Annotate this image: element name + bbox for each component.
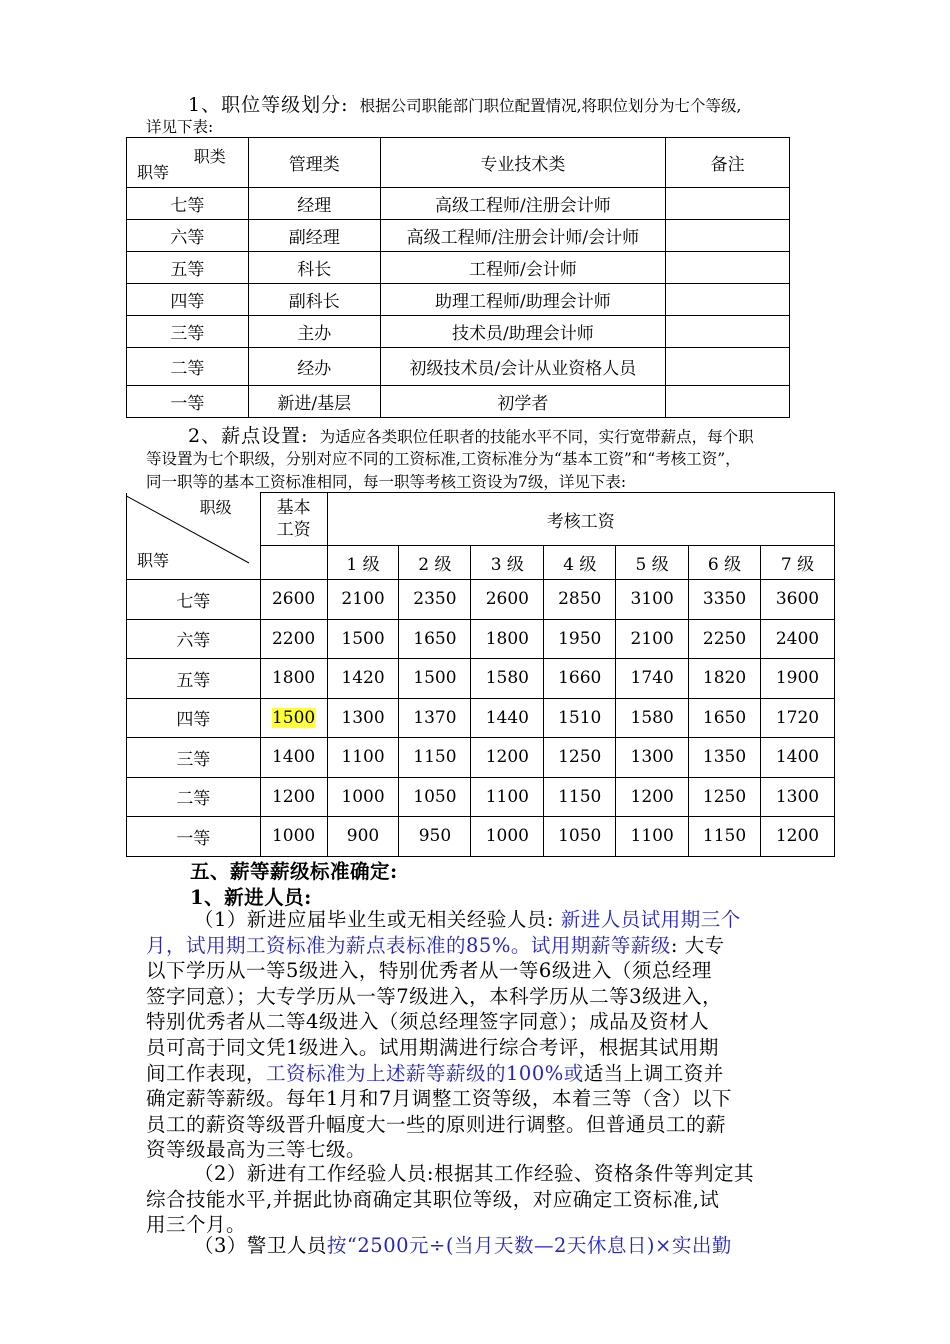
assessment-salary-cell: 1300 — [761, 777, 835, 817]
section1-heading: 1、职位等级划分: — [188, 94, 349, 116]
assessment-salary-cell: 3100 — [616, 580, 689, 620]
assessment-salary-cell: 1720 — [761, 698, 835, 738]
paragraph-line — [194, 1158, 754, 1186]
grade-cell: 三等 — [127, 738, 261, 778]
section2-text-line2: 等设置为七个职级，分别对应不同的工资标准,工资标准分为“基本工资”和“考核工资”， — [146, 450, 741, 468]
assessment-salary-cell: 1660 — [544, 659, 616, 699]
note-cell — [666, 252, 790, 284]
tech-cell: 工程师/会计师 — [380, 252, 666, 284]
table-row — [127, 580, 835, 620]
table-row — [127, 777, 835, 817]
corner-top-label: 职类 — [193, 147, 226, 166]
base-salary-value: 2600 — [271, 589, 316, 610]
section1-text-line1: 根据公司职能部门职位配置情况,将职位划分为七个等级, — [359, 97, 742, 115]
assessment-salary-cell: 1200 — [616, 777, 689, 817]
table-row — [127, 817, 835, 857]
base-salary-value: 1400 — [271, 747, 316, 768]
assessment-salary-cell: 1050 — [544, 817, 616, 857]
assessment-salary-cell: 1300 — [616, 738, 689, 778]
table-row — [127, 738, 835, 778]
mgmt-cell: 主办 — [248, 316, 380, 348]
level-header: 4 级 — [544, 546, 616, 580]
section2-heading: 2、薪点设置: — [188, 425, 309, 447]
mgmt-cell: 副科长 — [248, 284, 380, 316]
assessment-salary-cell: 1150 — [544, 777, 616, 817]
column-header: 专业技术类 — [380, 138, 666, 188]
level-header: 3 级 — [471, 546, 544, 580]
section2-text-line3: 同一职等的基本工资标准相同，每一职等考核工资设为7级，详见下表: — [146, 473, 627, 491]
assessment-salary-cell: 1100 — [616, 817, 689, 857]
assessment-salary-cell: 1820 — [689, 659, 761, 699]
assessment-salary-cell: 1000 — [471, 817, 544, 857]
position-grade-table — [126, 137, 790, 418]
assessment-salary-cell: 1800 — [471, 619, 544, 659]
text-segment: （3）警卫人员 — [194, 1234, 327, 1257]
assessment-salary-cell: 2400 — [761, 619, 835, 659]
assessment-salary-cell: 2100 — [616, 619, 689, 659]
base-salary-cell — [260, 817, 327, 857]
text-segment: 签字同意）；大专学历从一等7级进入，本科学历从二等3级进入， — [146, 984, 723, 1008]
assessment-salary-cell: 1250 — [544, 738, 616, 778]
mgmt-cell: 副经理 — [248, 220, 380, 252]
note-cell — [666, 220, 790, 252]
salary-table-body — [127, 580, 835, 857]
grade-cell: 一等 — [127, 386, 249, 418]
text-segment: 确定薪等薪级。每年1月和7月调整工资等级，本着三等（含）以下 — [146, 1087, 732, 1111]
base-salary-value: 1500 — [271, 707, 316, 728]
table-row — [127, 386, 790, 418]
corner-bottom-label: 职等 — [137, 551, 170, 570]
note-cell — [666, 386, 790, 418]
assessment-salary-cell: 1950 — [544, 619, 616, 659]
assessment-salary-cell: 1500 — [327, 619, 399, 659]
assessment-salary-cell: 1000 — [327, 777, 399, 817]
paragraph-line — [146, 930, 725, 958]
assessment-salary-cell: 1250 — [689, 777, 761, 817]
section1-intro — [188, 90, 741, 117]
assessment-salary-cell: 1400 — [761, 738, 835, 778]
table-header-row — [127, 493, 835, 546]
tech-cell: 初学者 — [380, 386, 666, 418]
note-cell — [666, 316, 790, 348]
tech-cell: 助理工程师/助理会计师 — [380, 284, 666, 316]
text-segment: 间工作表现， — [146, 1061, 267, 1085]
grade-cell: 七等 — [127, 188, 249, 220]
text-segment: （2）新进有工作经验人员:根据其工作经验、资格条件等判定其 — [194, 1162, 754, 1185]
base-header-line2: 工资 — [276, 520, 311, 540]
assessment-salary-cell: 1200 — [471, 738, 544, 778]
grade-cell: 二等 — [127, 348, 249, 386]
table-row — [127, 316, 790, 348]
assessment-salary-cell: 1650 — [399, 619, 471, 659]
base-salary-header — [260, 493, 327, 546]
text-segment: 综合技能水平,并据此协商确定其职位等级，对应确定工资标准,试 — [146, 1187, 720, 1211]
base-salary-value: 1200 — [271, 786, 316, 807]
paragraph-line — [146, 1109, 726, 1137]
text-segment: 特别优秀者从二等4级进入（须总经理签字同意）；成品及资材人 — [146, 1010, 710, 1034]
text-segment: （1）新进应届毕业生或无相关经验人员: — [194, 908, 561, 931]
level-header: 2 级 — [399, 546, 471, 580]
assessment-salary-cell: 1580 — [616, 698, 689, 738]
text-segment: 用三个月。 — [146, 1213, 247, 1237]
level-header: 7 级 — [761, 546, 835, 580]
grade-cell: 六等 — [127, 220, 249, 252]
assessment-salary-cell: 1440 — [471, 698, 544, 738]
assessment-salary-cell: 1740 — [616, 659, 689, 699]
assessment-salary-cell: 1150 — [689, 817, 761, 857]
grade-cell: 六等 — [127, 619, 261, 659]
table-row — [127, 348, 790, 386]
base-salary-cell — [260, 777, 327, 817]
grade-cell: 一等 — [127, 817, 261, 857]
corner-cell — [127, 138, 249, 188]
assessment-salary-cell: 2350 — [399, 580, 471, 620]
base-salary-cell — [260, 619, 327, 659]
corner-cell — [127, 493, 261, 580]
assessment-salary-cell: 1100 — [471, 777, 544, 817]
paragraph-line — [146, 1006, 709, 1034]
assessment-salary-cell: 1150 — [399, 738, 471, 778]
text-segment: 员可高于同文凭1级进入。试用期满进行综合考评，根据其试用期 — [146, 1036, 719, 1059]
table-row — [127, 284, 790, 316]
paragraph-line — [146, 981, 722, 1009]
assessment-salary-cell: 900 — [327, 817, 399, 857]
highlighted-text: 新进人员试用期三个 — [560, 908, 741, 931]
paragraph-line — [146, 1032, 719, 1060]
section5-subheading: 1、新进人员: — [190, 886, 312, 909]
base-salary-value: 1800 — [271, 668, 316, 689]
assessment-salary-cell: 3350 — [689, 580, 761, 620]
highlighted-text: 按“2500元÷(当月天数—2天休息日)×实出勤 — [326, 1234, 732, 1257]
level-header: 5 级 — [616, 546, 689, 580]
base-salary-cell — [260, 698, 327, 738]
grade-cell: 二等 — [127, 777, 261, 817]
base-salary-cell — [260, 738, 327, 778]
assessment-salary-cell: 1500 — [399, 659, 471, 699]
assessment-salary-cell: 1300 — [327, 698, 399, 738]
section2-intro — [188, 421, 754, 448]
text-segment: 员工的薪资等级晋升幅度大一些的原则进行调整。但普通员工的薪 — [146, 1112, 727, 1136]
column-header: 备注 — [666, 138, 790, 188]
assessment-salary-cell: 1580 — [471, 659, 544, 699]
assessment-salary-cell: 2250 — [689, 619, 761, 659]
text-segment: 适当上调工资并 — [583, 1061, 724, 1085]
paragraph-line — [146, 955, 712, 983]
assessment-salary-cell: 3600 — [761, 580, 835, 620]
grade-cell: 三等 — [127, 316, 249, 348]
mgmt-cell: 经理 — [248, 188, 380, 220]
text-segment: 资等级最高为三等七级。 — [146, 1138, 367, 1162]
paragraph-line — [146, 1058, 724, 1086]
table-header-row — [127, 138, 790, 188]
column-header: 管理类 — [248, 138, 380, 188]
assessment-salary-cell: 1050 — [399, 777, 471, 817]
section2-text-line1: 为适应各类职位任职者的技能水平不同，实行宽带薪点，每个职 — [319, 428, 754, 446]
note-cell — [666, 348, 790, 386]
base-salary-cell — [260, 580, 327, 620]
corner-top-label: 职级 — [199, 497, 232, 517]
assessment-salary-cell: 1350 — [689, 738, 761, 778]
assessment-salary-cell: 1420 — [327, 659, 399, 699]
note-cell — [666, 284, 790, 316]
paragraph-line — [194, 1230, 732, 1258]
tech-cell: 高级工程师/注册会计师 — [380, 188, 666, 220]
base-salary-value: 1000 — [271, 826, 316, 847]
grade-cell: 七等 — [127, 580, 261, 620]
base-salary-value: 2200 — [271, 628, 316, 649]
note-cell — [666, 188, 790, 220]
section5-heading: 五、薪等薪级标准确定: — [190, 860, 398, 883]
assessment-salary-cell: 2850 — [544, 580, 616, 620]
tech-cell: 技术员/助理会计师 — [380, 316, 666, 348]
mgmt-cell: 经办 — [248, 348, 380, 386]
highlighted-text: 工资标准为上述薪等薪级的100%或 — [266, 1061, 584, 1085]
base-salary-cell — [260, 659, 327, 699]
table-row — [127, 698, 835, 738]
empty-cell — [260, 546, 327, 580]
text-segment: 以下学历从一等5级进入，特别优秀者从一等6级进入（须总经理 — [146, 959, 712, 983]
assessment-salary-cell: 1200 — [761, 817, 835, 857]
paragraph-line — [146, 1184, 719, 1212]
assessment-salary-cell: 1510 — [544, 698, 616, 738]
tech-cell: 高级工程师/注册会计师/会计师 — [380, 220, 666, 252]
grade-cell: 五等 — [127, 659, 261, 699]
table-row — [127, 619, 835, 659]
grade-cell: 四等 — [127, 698, 261, 738]
table-row — [127, 659, 835, 699]
grade-cell: 五等 — [127, 252, 249, 284]
table-row — [127, 188, 790, 220]
assessment-salary-cell: 2600 — [471, 580, 544, 620]
text-segment: : 大专 — [670, 933, 725, 957]
assessment-salary-cell: 1650 — [689, 698, 761, 738]
section1-text-line2: 详见下表: — [146, 118, 214, 136]
level-header: 6 级 — [689, 546, 761, 580]
assessment-salary-header: 考核工资 — [327, 493, 834, 546]
base-header-line1: 基本 — [276, 498, 311, 518]
mgmt-cell: 新进/基层 — [248, 386, 380, 418]
corner-bottom-label: 职等 — [137, 163, 170, 182]
level-header: 1 级 — [327, 546, 399, 580]
assessment-salary-cell: 1100 — [327, 738, 399, 778]
paragraph-line — [146, 1083, 732, 1111]
assessment-salary-cell: 950 — [399, 817, 471, 857]
grade-cell: 四等 — [127, 284, 249, 316]
mgmt-cell: 科长 — [248, 252, 380, 284]
assessment-salary-cell: 1900 — [761, 659, 835, 699]
salary-point-table — [126, 492, 835, 857]
assessment-salary-cell: 1370 — [399, 698, 471, 738]
tech-cell: 初级技术员/会计从业资格人员 — [380, 348, 666, 386]
highlighted-text: 月，试用期工资标准为薪点表标准的85%。试用期薪等薪级 — [146, 933, 671, 957]
table-row — [127, 252, 790, 284]
paragraph-line — [194, 904, 741, 932]
table-row — [127, 220, 790, 252]
assessment-salary-cell: 2100 — [327, 580, 399, 620]
